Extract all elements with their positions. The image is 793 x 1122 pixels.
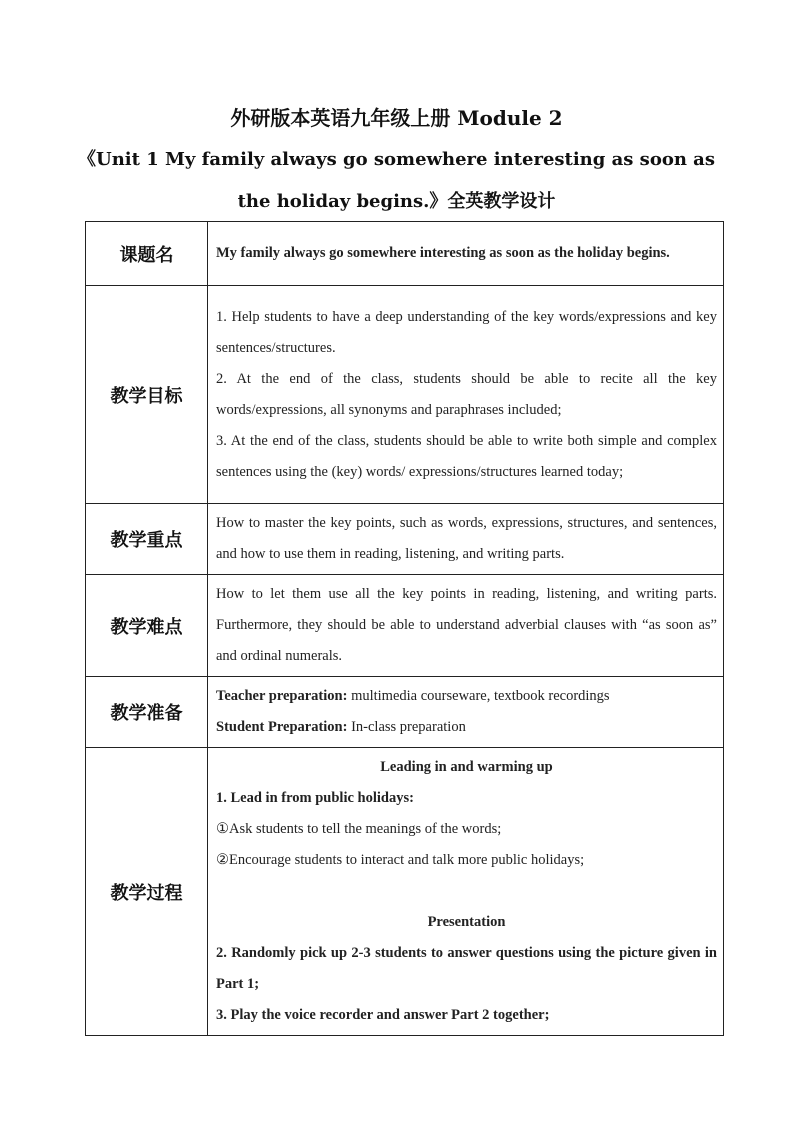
row-preparation [86,677,724,748]
objective-item: 2. At the end of the class, students should be able to recite all the key words/expressions, all synonyms and paraphrases included; [216,370,717,418]
student-preparation-label: Student Preparation: [216,719,348,735]
title-line-3: the holiday begins.》全英教学设计 [237,191,556,212]
key-points-value: How to master the key points, such as words, expressions, structures, and sentences, and how to use them in reading, listening, and writing parts. [208,504,724,575]
topic-label: 课题名 [86,222,208,286]
process-step-2: 2. Randomly pick up 2-3 students to answer questions using the picture given in Part 1; [216,945,717,992]
objective-item: 3. At the end of the class, students should be able to write both simple and complex sentences using the (key) words/ expressions/structures learned today; [216,432,717,480]
process-step-1b: ②Encourage students to interact and talk more public holidays; [216,852,585,868]
row-difficulties [86,575,724,677]
teacher-preparation-value: multimedia courseware, textbook recordings [347,688,610,704]
process-step-3: 3. Play the voice recorder and answer Part 2 together; [216,1007,550,1023]
section-title-presentation: Presentation [427,914,506,930]
process-step-1: 1. Lead in from public holidays: [216,790,414,806]
preparation-label: 教学准备 [86,677,208,748]
row-topic [86,222,724,286]
topic-value: My family always go somewhere interesting as soon as the holiday begins. [208,222,724,286]
row-objectives [86,286,724,504]
objectives-value [208,286,724,504]
spacer [216,876,717,907]
preparation-value [208,677,724,748]
objective-item: 1. Help students to have a deep understanding of the key words/expressions and key sentences/structures. [216,308,717,356]
row-process [86,748,724,1036]
teacher-preparation-label: Teacher preparation: [216,688,348,704]
process-value [208,748,724,1036]
section-title-warming-up: Leading in and warming up [380,759,553,775]
row-key-points [86,504,724,575]
process-step-1a: ①Ask students to tell the meanings of the words; [216,821,502,837]
title-line-1: 外研版本英语九年级上册 Module 2 [230,106,563,130]
difficulties-value: How to let them use all the key points in reading, listening, and writing parts. Furthermore, they should be able to understand adverbial clauses with “as soon as” and ordinal numerals. [208,575,724,677]
student-preparation-value: In-class preparation [347,719,466,735]
student-preparation [216,712,717,743]
process-label: 教学过程 [86,748,208,1036]
title-line-2: 《Unit 1 My family always go somewhere interesting as soon as [78,149,715,170]
difficulties-label: 教学难点 [86,575,208,677]
lesson-plan-table [85,221,724,1036]
key-points-label: 教学重点 [86,504,208,575]
objectives-label: 教学目标 [86,286,208,504]
teacher-preparation [216,681,717,712]
